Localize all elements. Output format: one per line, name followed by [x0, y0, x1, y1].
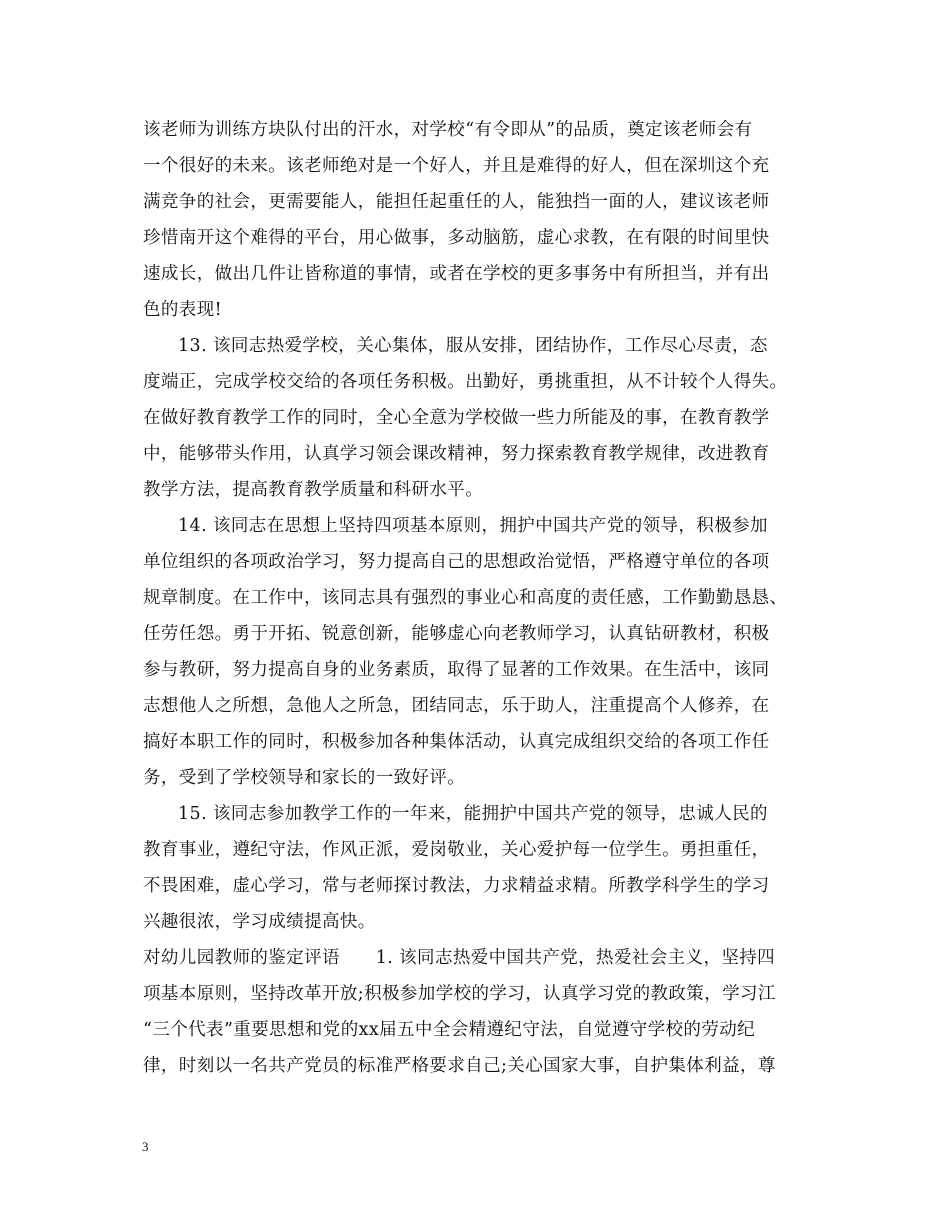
text-line: 律，时刻以一名共产党员的标准严格要求自己;关心国家大事，自护集体利益，尊: [143, 1056, 776, 1076]
text-line: 务，受到了学校领导和家长的一致好评。: [143, 768, 466, 788]
text-line: 兴趣很浓，学习成绩提高快。: [143, 912, 376, 932]
paragraph-13-first-line: 13. 该同志热爱学校，关心集体，服从安排，团结协作，工作尽心尽责，态: [178, 336, 768, 356]
paragraph-14-first-line: 14. 该同志在思想上坚持四项基本原则，拥护中国共产党的领导，积极参加: [178, 516, 768, 536]
text-line: 任劳任怨。勇于开拓、锐意创新，能够虚心向老教师学习，认真钻研教材，积极: [143, 624, 770, 644]
text-line: 中，能够带头作用，认真学习领会课改精神，努力探索教育教学规律，改进教育: [143, 444, 770, 464]
text-line: 单位组织的各项政治学习，努力提高自己的思想政治觉悟，严格遵守单位的各项: [143, 552, 770, 572]
text-line: 志想他人之所想，急他人之所急，团结同志，乐于助人，注重提高个人修养，在: [143, 696, 770, 716]
text-line: 该老师为训练方块队付出的汗水，对学校“有令即从”的品质，奠定该老师会有: [143, 120, 753, 140]
text-line: 规章制度。在工作中，该同志具有强烈的事业心和高度的责任感，工作勤勤恳恳、: [143, 588, 788, 608]
section-heading-line: 对幼儿园教师的鉴定评语 1. 该同志热爱中国共产党，热爱社会主义，坚持四: [143, 948, 776, 968]
text-line: “三个代表”重要思想和党的xx届五中全会精遵纪守法，自觉遵守学校的劳动纪: [143, 1020, 756, 1040]
text-line: 搞好本职工作的同时，积极参加各种集体活动，认真完成组织交给的各项工作任: [143, 732, 770, 752]
text-line: 度端正，完成学校交给的各项任务积极。出勤好，勇挑重担，从不计较个人得失。: [143, 372, 788, 392]
text-line: 一个很好的未来。该老师绝对是一个好人，并且是难得的好人，但在深圳这个充: [143, 156, 770, 176]
text-line: 珍惜南开这个难得的平台，用心做事，多动脑筋，虚心求教，在有限的时间里快: [143, 228, 770, 248]
text-line: 满竞争的社会，更需要能人，能担任起重任的人，能独挡一面的人，建议该老师: [143, 192, 770, 212]
paragraph-15-first-line: 15. 该同志参加教学工作的一年来，能拥护中国共产党的领导，忠诚人民的: [178, 804, 768, 824]
text-line: 教学方法，提高教育教学质量和科研水平。: [143, 480, 484, 500]
text-line: 不畏困难，虚心学习，常与老师探讨教法，力求精益求精。所教学科学生的学习: [143, 876, 770, 896]
text-line: 教育事业，遵纪守法，作风正派，爱岗敬业，关心爱护每一位学生。勇担重任，: [143, 840, 770, 860]
text-line: 在做好教育教学工作的同时，全心全意为学校做一些力所能及的事，在教育教学: [143, 408, 770, 428]
text-line: 速成长，做出几件让皆称道的事情，或者在学校的更多事务中有所担当，并有出: [143, 264, 770, 284]
text-line: 色的表现!: [143, 300, 223, 320]
page-number: 3: [142, 1139, 149, 1154]
text-line: 参与教研，努力提高自身的业务素质，取得了显著的工作效果。在生活中，该同: [143, 660, 770, 680]
text-line: 项基本原则，坚持改革开放;积极参加学校的学习，认真学习党的教政策，学习江: [143, 984, 776, 1004]
